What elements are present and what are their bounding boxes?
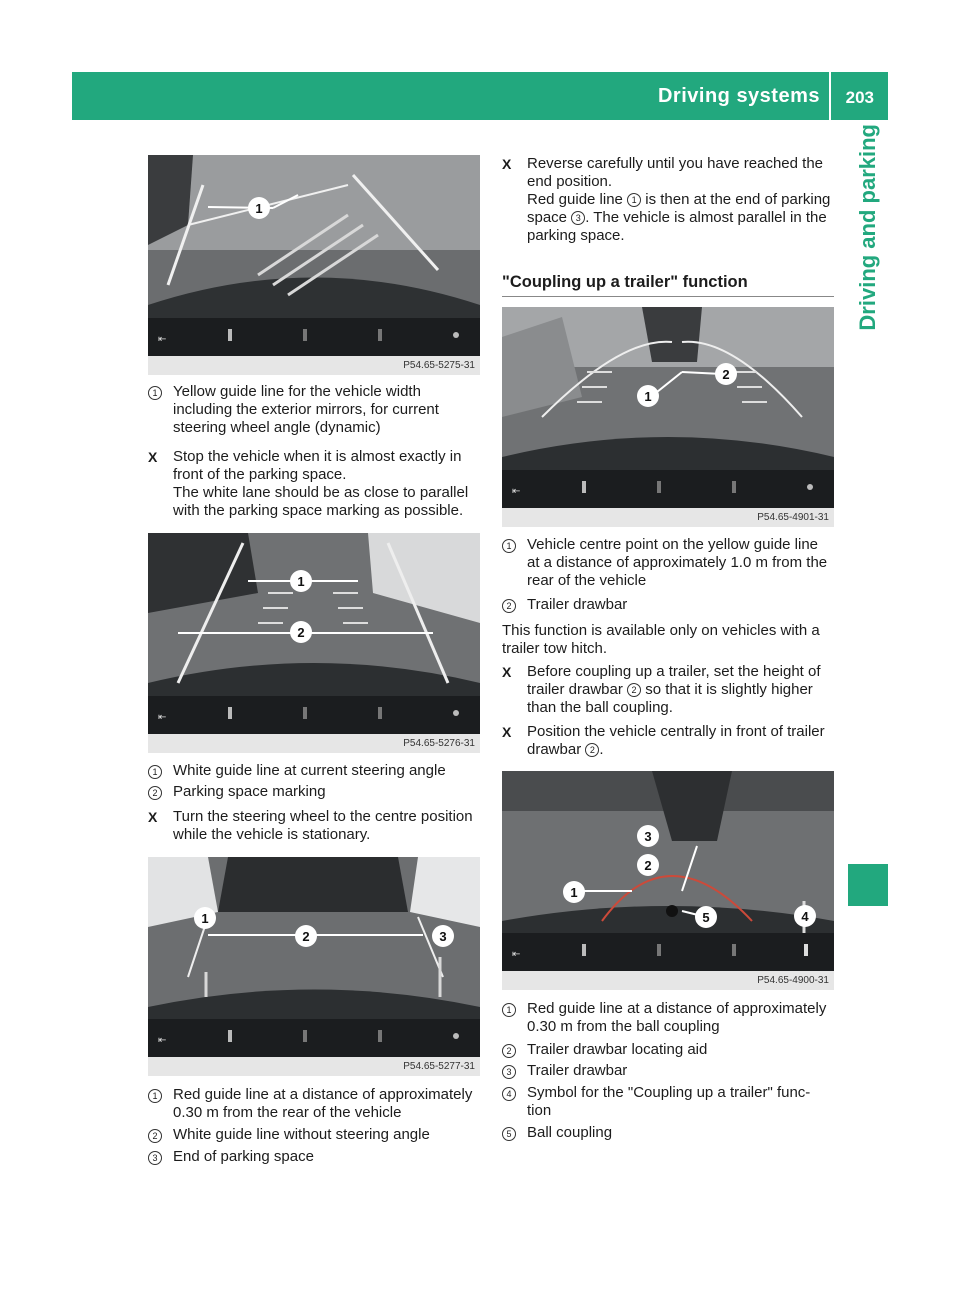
chapter-tab bbox=[848, 124, 888, 510]
svg-text:⇤: ⇤ bbox=[158, 712, 167, 723]
svg-text:3: 3 bbox=[439, 929, 447, 944]
svg-text:1: 1 bbox=[644, 389, 652, 404]
instruction-note: The white lane should be as close to parallel with the parking space marking as possible. bbox=[173, 484, 469, 519]
callout-1: 1 bbox=[255, 201, 263, 216]
svg-text:2: 2 bbox=[297, 625, 305, 640]
running-header bbox=[72, 72, 888, 120]
figure-code: P54.65-5275-31 bbox=[148, 356, 480, 375]
svg-text:⇤: ⇤ bbox=[158, 1035, 167, 1046]
figure-code: P54.65-5277-31 bbox=[148, 1057, 480, 1076]
camera-image-1 bbox=[148, 155, 480, 375]
svg-text:2: 2 bbox=[302, 929, 310, 944]
figure-code: P54.65-4901-31 bbox=[502, 508, 834, 527]
page-number: 203 bbox=[845, 88, 874, 107]
instruction-note: Red guide line 1 is then at the end of parking space 3 . The vehicle is almost parallel in the parking space. bbox=[527, 191, 831, 244]
svg-text:2: 2 bbox=[722, 367, 730, 382]
svg-text:3: 3 bbox=[644, 829, 652, 844]
figure-code: P54.65-4900-31 bbox=[502, 971, 834, 990]
camera-image-5 bbox=[502, 771, 834, 990]
svg-text:1: 1 bbox=[201, 911, 209, 926]
chapter-tab-label: Driving and parking bbox=[855, 124, 880, 331]
svg-text:2: 2 bbox=[644, 858, 652, 873]
section-heading: "Coupling up a trailer" function bbox=[502, 273, 748, 291]
camera-image-4 bbox=[502, 307, 834, 527]
camera-image-3 bbox=[148, 857, 480, 1076]
svg-text:1: 1 bbox=[297, 574, 305, 589]
figure-code: P54.65-5276-31 bbox=[148, 734, 480, 753]
svg-text:1: 1 bbox=[570, 885, 578, 900]
svg-text:⇤: ⇤ bbox=[158, 334, 167, 345]
svg-text:4: 4 bbox=[801, 909, 809, 924]
svg-text:5: 5 bbox=[702, 910, 710, 925]
svg-text:⇤: ⇤ bbox=[512, 949, 521, 960]
heading-rule bbox=[502, 296, 834, 297]
header-divider bbox=[829, 72, 831, 120]
section-title: Driving systems bbox=[657, 85, 820, 107]
body-paragraph: This function is available only on vehicles with a trailer tow hitch. bbox=[502, 622, 820, 657]
svg-text:⇤: ⇤ bbox=[512, 486, 521, 497]
chapter-tab-marker bbox=[848, 864, 888, 906]
camera-image-2 bbox=[148, 533, 480, 753]
